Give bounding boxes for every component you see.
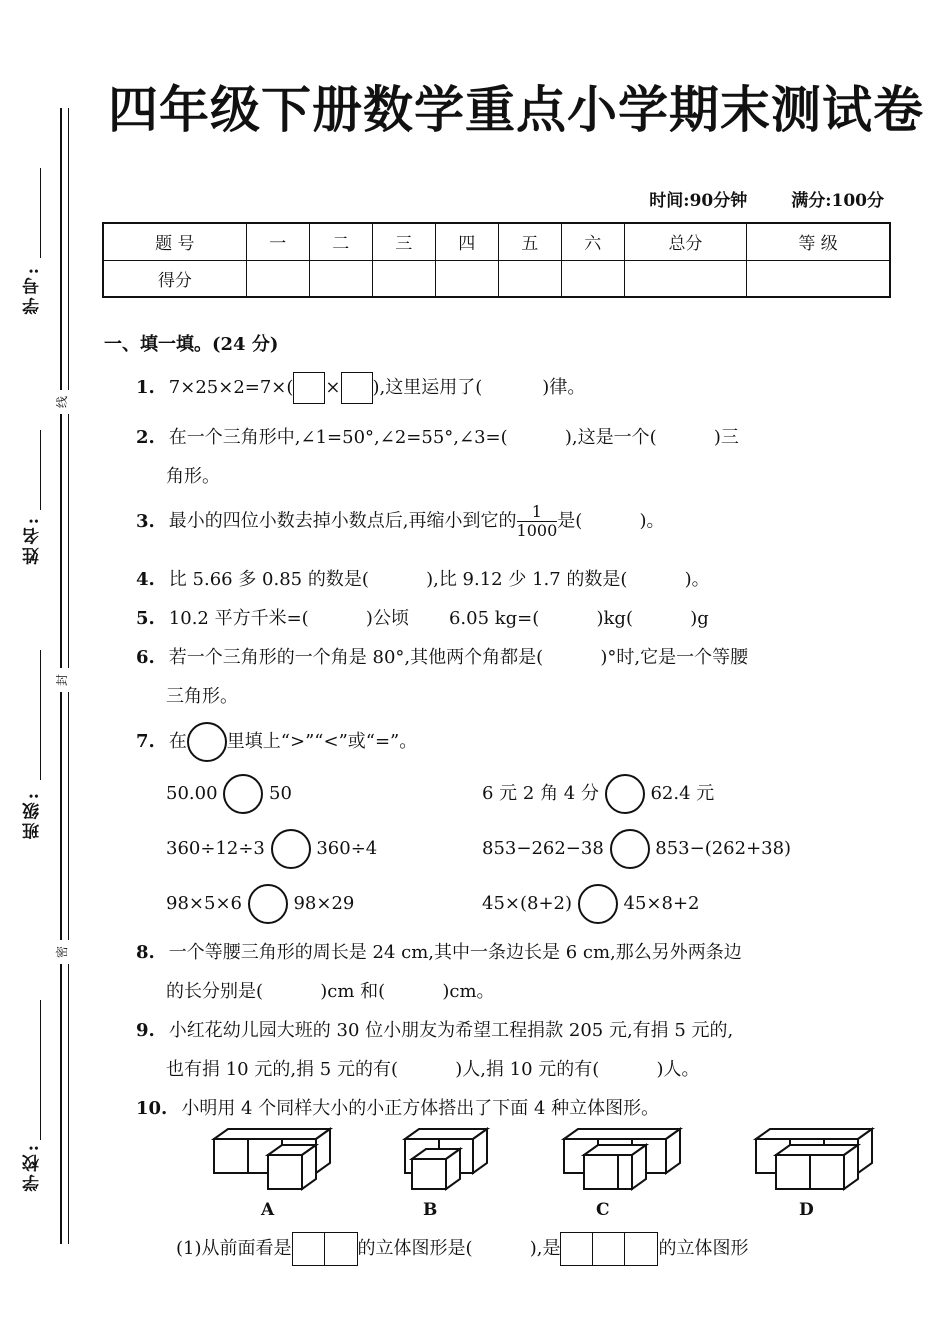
question-number: 5. (136, 608, 155, 629)
question-number: 3. (136, 510, 155, 532)
q4-text: 比 5.66 多 0.85 的数是( ),比 9.12 少 1.7 的数是( )。 (168, 569, 710, 590)
student-id-label: 学号: (23, 265, 43, 315)
question-4 (136, 565, 710, 591)
score-cell[interactable] (561, 260, 624, 297)
compare-right: 98×29 (293, 893, 355, 914)
compare-item (166, 829, 377, 869)
exam-full-score: 满分:100分 (791, 191, 884, 211)
view-square (561, 1233, 593, 1265)
fraction-numerator: 1 (517, 503, 558, 522)
score-table-score-row (103, 260, 890, 297)
question-number: 1. (136, 377, 155, 398)
question-number: 4. (136, 569, 155, 590)
sub1-text-a: (1)从前面看是 (176, 1238, 292, 1259)
compare-left: 50.00 (166, 783, 218, 804)
fraction-denominator: 1000 (516, 521, 558, 540)
exam-time: 时间:90分钟 (649, 191, 748, 211)
exam-info (649, 186, 884, 211)
question-2 (136, 423, 739, 449)
q1-text-d: )律。 (542, 377, 586, 398)
compare-item (482, 829, 791, 869)
class-blank[interactable] (40, 650, 41, 780)
question-3 (136, 503, 665, 540)
figure-label-c: C (596, 1200, 610, 1220)
figure-label-b: B (423, 1200, 438, 1220)
seal-line-char: 线 (50, 390, 74, 414)
score-cell[interactable] (435, 260, 498, 297)
score-cell[interactable] (747, 260, 890, 297)
question-7 (136, 722, 417, 762)
score-cell[interactable] (246, 260, 309, 297)
question-number: 2. (136, 427, 155, 448)
class-label: 班级: (23, 790, 43, 840)
compare-left: 45×(8+2) (482, 893, 573, 914)
question-2-line-2: 角形。 (166, 466, 220, 487)
answer-box[interactable] (341, 372, 373, 404)
compare-item (482, 884, 699, 924)
compare-circle[interactable] (248, 884, 288, 924)
score-header-cell: 题 号 (103, 223, 246, 260)
compare-left: 6 元 2 角 4 分 (482, 783, 599, 804)
seal-secret-char: 密 (50, 940, 74, 964)
question-10-sub-1 (176, 1232, 748, 1266)
question-number: 7. (136, 731, 155, 752)
compare-right: 853−(262+38) (655, 838, 792, 859)
question-9-line-2: 也有捐 10 元的,捐 5 元的有( )人,捐 10 元的有( )人。 (166, 1059, 700, 1080)
page-title: 四年级下册数学重点小学期末测试卷 (108, 81, 924, 139)
section-1-heading: 一、填一填。(24 分) (104, 334, 279, 355)
compare-circle-example (187, 722, 227, 762)
question-9 (136, 1016, 733, 1042)
score-header-cell: 四 (435, 223, 498, 260)
score-cell[interactable] (498, 260, 561, 297)
compare-left: 360÷12÷3 (166, 838, 265, 859)
q3-text-b: 是( )。 (557, 510, 665, 532)
score-cell[interactable] (372, 260, 435, 297)
compare-right: 360÷4 (316, 838, 378, 859)
question-1 (136, 372, 585, 404)
figure-label-a: A (261, 1200, 275, 1220)
compare-circle[interactable] (271, 829, 311, 869)
q10-text: 小明用 4 个同样大小的小正方体搭出了下面 4 种立体图形。 (181, 1098, 660, 1119)
compare-right: 62.4 元 (650, 783, 715, 804)
view-square (293, 1233, 325, 1265)
compare-circle[interactable] (610, 829, 650, 869)
compare-left: 98×5×6 (166, 893, 242, 914)
compare-circle[interactable] (223, 774, 263, 814)
compare-left: 853−262−38 (482, 838, 604, 859)
question-10 (136, 1094, 659, 1120)
q5-text-b: 6.05 kg=( )kg( )g (448, 608, 709, 629)
figure-label-d: D (799, 1200, 814, 1220)
view-square (625, 1233, 657, 1265)
compare-circle[interactable] (578, 884, 618, 924)
compare-right: 50 (269, 783, 292, 804)
figure-b-icon (405, 1129, 487, 1189)
name-blank[interactable] (40, 430, 41, 510)
compare-right: 45×8+2 (623, 893, 700, 914)
q6-line-1: 若一个三角形的一个角是 80°,其他两个角都是( )°时,它是一个等腰 (168, 647, 749, 668)
sub1-text-c: 的立体图形 (658, 1238, 749, 1259)
question-5 (136, 604, 709, 630)
q7-text-b: 里填上“>”“<”或“=”。 (226, 731, 418, 752)
score-cell[interactable] (624, 260, 747, 297)
fraction (517, 503, 558, 540)
score-table (102, 222, 891, 298)
score-header-cell: 等 级 (747, 223, 890, 260)
score-cell[interactable] (309, 260, 372, 297)
score-header-cell: 三 (372, 223, 435, 260)
figure-a-icon (214, 1129, 330, 1189)
cube-figures (200, 1125, 880, 1195)
view-square (325, 1233, 357, 1265)
school-label: 学校: (23, 1142, 43, 1192)
front-view-2-squares (292, 1232, 358, 1266)
compare-circle[interactable] (605, 774, 645, 814)
view-square (593, 1233, 625, 1265)
question-8 (136, 938, 742, 964)
score-header-cell: 一 (246, 223, 309, 260)
score-row-label: 得分 (103, 260, 246, 297)
front-view-3-squares (560, 1232, 658, 1266)
q8-line-1: 一个等腰三角形的周长是 24 cm,其中一条边长是 6 cm,那么另外两条边 (168, 942, 742, 963)
question-number: 9. (136, 1020, 155, 1041)
school-blank[interactable] (40, 1000, 41, 1140)
q1-text-a: 7×25×2=7×( (168, 377, 294, 398)
question-number: 8. (136, 942, 155, 963)
score-header-cell: 六 (561, 223, 624, 260)
question-8-line-2: 的长分别是( )cm 和( )cm。 (166, 981, 495, 1002)
score-table-header-row (103, 223, 890, 260)
score-header-cell: 总分 (624, 223, 747, 260)
sub1-text-b: 的立体图形是( ),是 (357, 1238, 561, 1259)
question-6-line-2: 三角形。 (166, 686, 238, 707)
compare-item (166, 884, 354, 924)
compare-item (166, 774, 292, 814)
figure-c-icon (564, 1129, 680, 1189)
compare-item (482, 774, 714, 814)
question-number: 6. (136, 647, 155, 668)
figure-d-icon (756, 1129, 872, 1189)
q7-text-a: 在 (168, 731, 187, 752)
seal-seal-char: 封 (50, 668, 74, 692)
q1-text-b: × (325, 377, 341, 398)
answer-box[interactable] (293, 372, 325, 404)
q2-line-1: 在一个三角形中,∠1=50°,∠2=55°,∠3=( ),这是一个( )三 (168, 427, 739, 448)
question-6 (136, 643, 748, 669)
name-label: 姓名: (23, 515, 43, 565)
q9-line-1: 小红花幼儿园大班的 30 位小朋友为希望工程捐款 205 元,有捐 5 元的, (168, 1020, 734, 1041)
q5-text-a: 10.2 平方千米=( )公顷 (168, 608, 409, 629)
q1-text-c: ),这里运用了( (372, 377, 483, 398)
score-header-cell: 二 (309, 223, 372, 260)
q3-text-a: 最小的四位小数去掉小数点后,再缩小到它的 (168, 510, 517, 532)
score-header-cell: 五 (498, 223, 561, 260)
question-number: 10. (136, 1098, 168, 1119)
student-id-blank[interactable] (40, 168, 41, 258)
